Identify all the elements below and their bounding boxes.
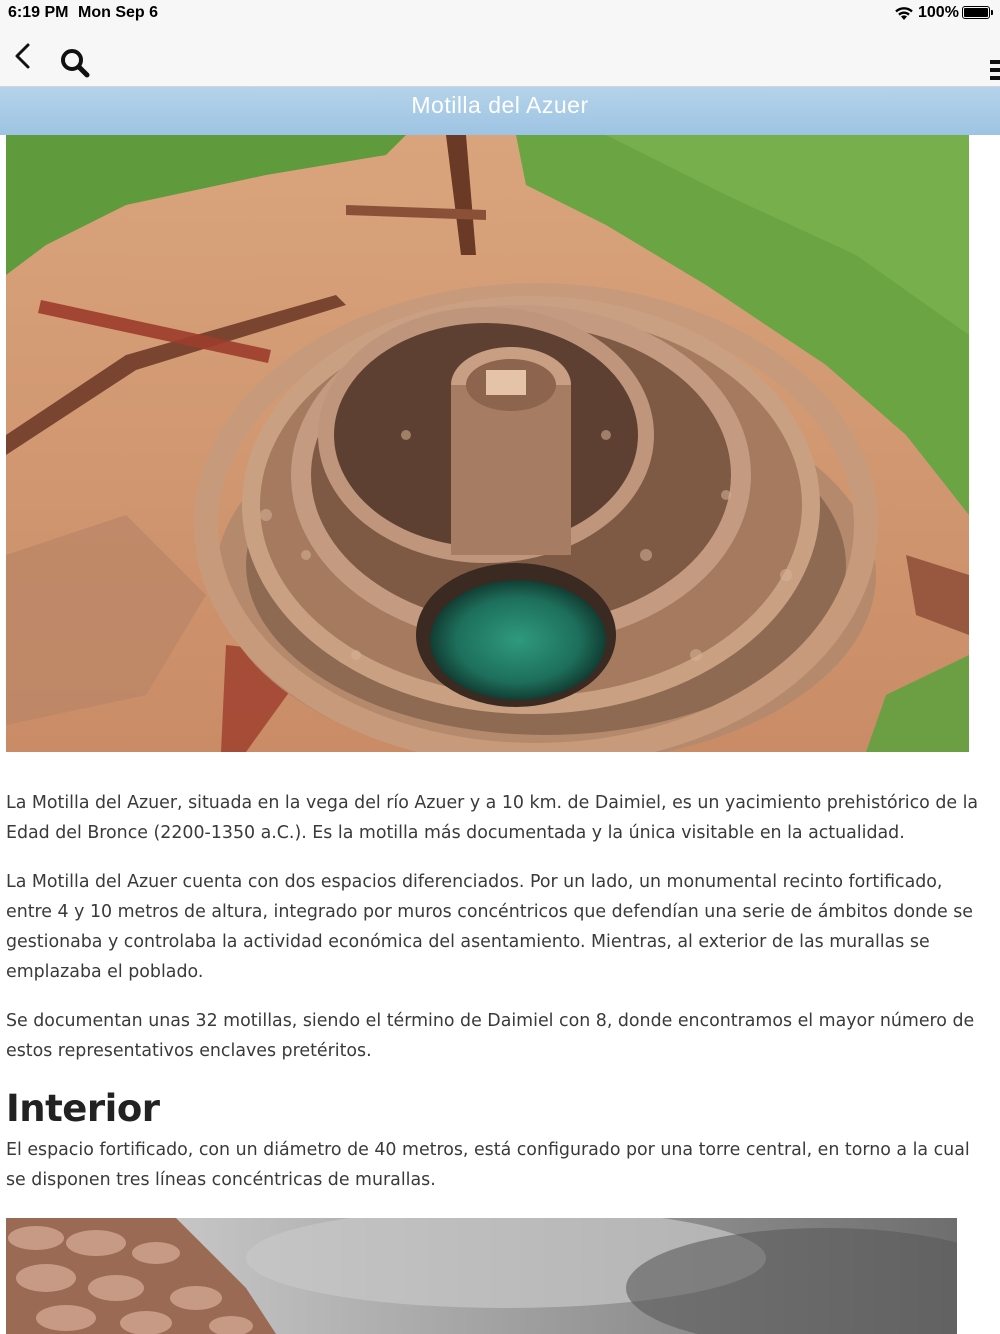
nav-bar bbox=[0, 28, 1000, 87]
article-paragraph-1: La Motilla del Azuer, situada en la vega del río Azuer y a 10 km. de Daimiel, es un yacimiento prehistórico de la Edad del Bronce (2200-1350 a.C.). Es la motilla más documentada y la única visitable en la actualidad. bbox=[6, 793, 979, 843]
battery-percent: 100% bbox=[918, 4, 959, 21]
status-time: 6:19 PM bbox=[8, 4, 69, 21]
interior-photo bbox=[6, 1218, 957, 1334]
motilla-aerial-photo bbox=[6, 135, 969, 752]
interior-photo-illustration bbox=[6, 1218, 957, 1334]
battery-icon bbox=[962, 6, 990, 19]
article-paragraph-3: Se documentan unas 32 motillas, siendo el término de Daimiel con 8, donde encontramos el mayor número de estos representativos enclaves pretéritos. bbox=[6, 1011, 975, 1061]
search-icon[interactable] bbox=[58, 46, 92, 80]
section-heading-interior: Interior bbox=[6, 1087, 160, 1130]
page-title: Motilla del Azuer bbox=[411, 92, 589, 118]
status-bar bbox=[0, 0, 1000, 28]
article-content bbox=[6, 788, 991, 1214]
page-title-bar bbox=[0, 87, 1000, 135]
hero-image bbox=[6, 135, 969, 752]
wifi-icon bbox=[894, 4, 914, 22]
status-date: Mon Sep 6 bbox=[78, 4, 159, 21]
back-chevron-icon[interactable] bbox=[10, 40, 36, 74]
section-paragraph: El espacio fortificado, con un diámetro de 40 metros, está configurado por una torre central, en torno a la cual se disponen tres líneas concéntricas de murallas. bbox=[6, 1140, 970, 1190]
menu-icon[interactable] bbox=[988, 58, 1000, 82]
article-paragraph-2: La Motilla del Azuer cuenta con dos espacios diferenciados. Por un lado, un monumental recinto fortificado, entre 4 y 10 metros de altura, integrado por muros concéntricos que defendían una serie de ámbitos donde se gestionaba y controlaba la actividad económica del asentamiento. Mientras, al exterior de las murallas se emplazaba el poblado. bbox=[6, 872, 974, 982]
